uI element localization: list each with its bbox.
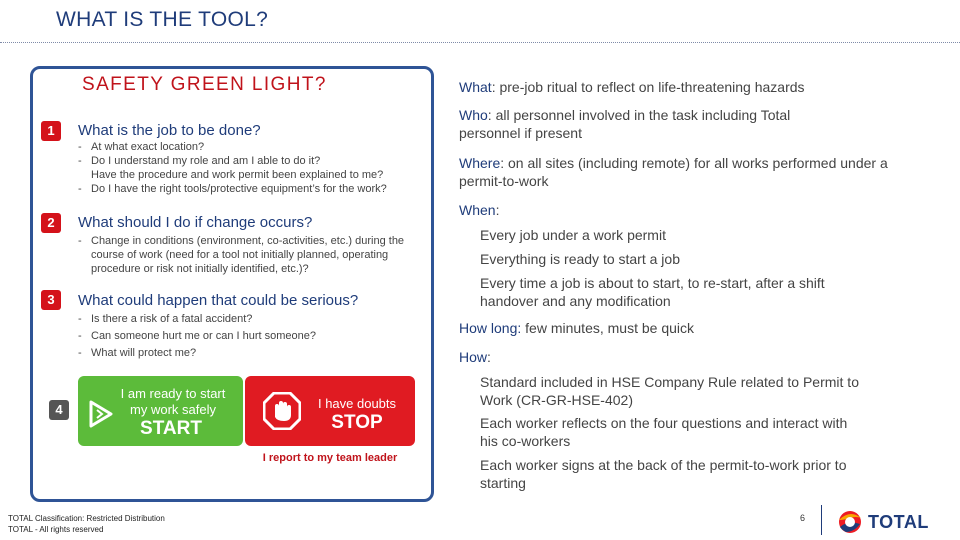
question-2-title: What should I do if change occurs? (78, 214, 313, 231)
question-1-number: 1 (41, 121, 61, 141)
who-text: : all personnel involved in the task including Total personnel if present (459, 107, 791, 141)
list-item: - Is there a risk of a fatal accident? (78, 312, 418, 326)
how-item-2: Each worker reflects on the four questions and interact with his co-workers (480, 415, 848, 449)
footer-text (8, 513, 165, 535)
stop-caption: I have doubts (317, 396, 397, 411)
page-number: 6 (800, 513, 806, 523)
who-label: Who (459, 107, 488, 123)
total-logo (836, 506, 946, 536)
how-item-1: Standard included in HSE Company Rule related to Permit to Work (CR-GR-HSE-402) (480, 374, 859, 408)
start-caption-line2: my work safely (130, 402, 216, 417)
stop-hand-icon (263, 392, 301, 430)
start-caption-line1: I am ready to start (120, 386, 226, 401)
rights-text: TOTAL - All rights reserved (8, 525, 104, 534)
when-line (459, 201, 499, 219)
when-suffix: : (495, 202, 500, 218)
where-line (459, 154, 909, 190)
question-1-bullets (78, 140, 418, 196)
question-4-number: 4 (49, 400, 69, 420)
how-item-3: Each worker signs at the back of the permit-to-work prior to starting (480, 457, 847, 491)
classification-text: TOTAL Classification: Restricted Distribution (8, 514, 165, 523)
how-label: How (459, 349, 488, 365)
question-3-number: 3 (41, 290, 61, 310)
what-line (459, 78, 929, 96)
how-long-line (459, 319, 929, 337)
logo-text: TOTAL (868, 512, 929, 532)
when-item-1: Every job under a work permit (480, 227, 666, 243)
report-note: I report to my team leader (262, 452, 398, 464)
how-line (459, 348, 491, 366)
list-item-text: Have the procedure and work permit been explained to me? (91, 169, 384, 181)
where-text: : on all sites (including remote) for all works performed under a permit-to-work (459, 155, 888, 189)
question-3-bullets (78, 312, 418, 360)
who-line (459, 106, 819, 142)
title-divider (0, 42, 960, 43)
start-caption (108, 386, 238, 418)
how-suffix: : (487, 349, 491, 365)
stop-label: STOP (331, 412, 383, 433)
question-1-title: What is the job to be done? (78, 122, 261, 139)
question-3-title: What could happen that could be serious? (78, 292, 359, 309)
list-item: - At what exact location? (78, 140, 418, 154)
list-item: - Change in conditions (environment, co-activities, etc.) during the course of work (need for a tool not initially planned, operating procedure or risk not initially identified, etc.)? (78, 234, 420, 276)
when-label: When (459, 202, 496, 218)
start-label: START (140, 418, 202, 439)
page-title: WHAT IS THE TOOL? (56, 8, 269, 31)
list-item-text: Do I understand my role and am I able to do it? (91, 155, 321, 167)
total-logo-mark-icon (836, 506, 864, 536)
how-long-text: few minutes, must be quick (521, 320, 695, 336)
stop-button[interactable] (245, 376, 415, 446)
list-item: - Do I have the right tools/protective equipment’s for the work? (78, 182, 418, 196)
start-button[interactable] (78, 376, 243, 446)
how-long-label: How long: (459, 320, 522, 336)
panel-title: SAFETY GREEN LIGHT? (82, 74, 327, 95)
what-label: What (459, 79, 492, 95)
question-2-number: 2 (41, 213, 61, 233)
footer-divider (821, 505, 822, 535)
list-item (78, 154, 418, 182)
question-2-bullets (78, 234, 420, 276)
list-item: - Can someone hurt me or can I hurt someone? (78, 329, 418, 343)
what-text: : pre-job ritual to reflect on life-threatening hazards (491, 79, 805, 95)
when-item-3: Every time a job is about to start, to re-start, after a shift handover and any modification (480, 275, 825, 309)
when-item-2: Everything is ready to start a job (480, 251, 680, 267)
list-item: - What will protect me? (78, 346, 418, 360)
where-label: Where (459, 155, 501, 171)
